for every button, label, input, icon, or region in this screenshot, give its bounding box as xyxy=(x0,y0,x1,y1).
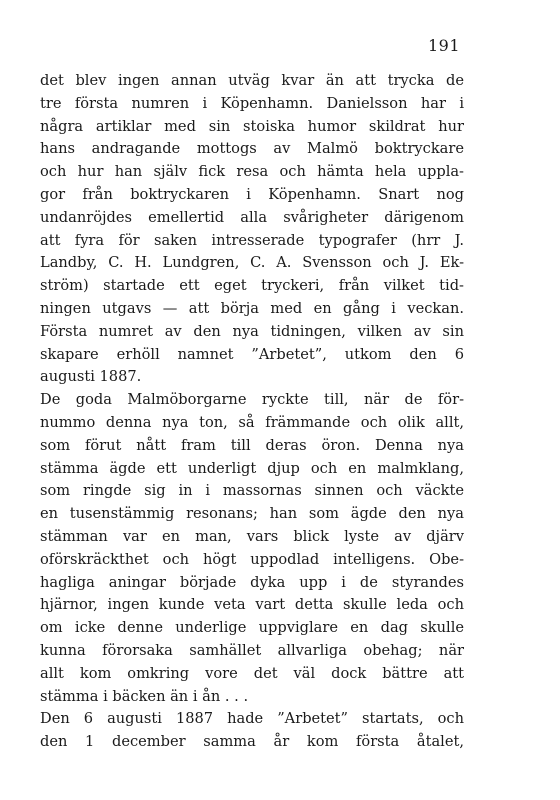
text-line: hans andragande mottogs av Malmö boktryckare xyxy=(40,140,464,158)
paragraph xyxy=(40,708,464,754)
text-line: gor från boktryckaren i Köpenhamn. Snart nog xyxy=(40,185,464,203)
text-line: stämma i bäcken än i ån . . . xyxy=(40,687,249,705)
text-line: stämman var en man, vars blick lyste av djärv xyxy=(40,527,464,545)
text-line: om icke denne underlige uppviglare en dag skulle xyxy=(40,619,464,637)
text-line: nummo denna nya ton, så främmande och olik allt, xyxy=(40,413,464,431)
text-line: tre första numren i Köpenhamn. Danielsson har i xyxy=(40,94,464,112)
text-line: augusti 1887. xyxy=(40,368,142,386)
text-line: De goda Malmöborgarne ryckte till, när de för- xyxy=(40,391,464,409)
text-line: att fyra för saken intresserade typografer (hrr J. xyxy=(40,231,464,249)
page-number: 191 xyxy=(427,36,460,55)
paragraph xyxy=(40,70,464,389)
paragraph xyxy=(40,389,464,708)
text-line: hjärnor, ingen kunde veta vart detta skulle leda och xyxy=(40,596,464,614)
text-line: skapare erhöll namnet ”Arbetet”, utkom den 6 xyxy=(40,345,464,363)
text-line: en tusenstämmig resonans; han som ägde den nya xyxy=(40,505,464,523)
text-line: det blev ingen annan utväg kvar än att trycka de xyxy=(40,72,464,89)
text-line: Landby, C. H. Lundgren, C. A. Svensson och J. Ek- xyxy=(40,254,464,272)
text-line: några artiklar med sin stoiska humor skildrat hur xyxy=(40,117,464,135)
text-line: oförskräckthet och högt uppodlad intelligens. Obe- xyxy=(40,550,464,568)
body-text xyxy=(40,70,464,754)
text-line: hagliga aningar började dyka upp i de styrandes xyxy=(40,573,464,591)
text-line: den 1 december samma år kom första åtalet, xyxy=(40,733,464,751)
text-line: som ringde sig in i massornas sinnen och väckte xyxy=(40,482,464,500)
text-line: kunna förorsaka samhället allvarliga obehag; när xyxy=(40,641,464,659)
text-line: Den 6 augusti 1887 hade ”Arbetet” startats, och xyxy=(40,710,464,728)
text-line: som förut nått fram till deras öron. Denna nya xyxy=(40,436,464,454)
text-line: stämma ägde ett underligt djup och en malmklang, xyxy=(40,459,464,477)
text-line: allt kom omkring vore det väl dock bättre att xyxy=(40,664,464,682)
text-line: och hur han själv fick resa och hämta hela uppla- xyxy=(40,163,464,181)
text-line: Första numret av den nya tidningen, vilken av sin xyxy=(40,322,464,340)
text-line: undanröjdes emellertid alla svårigheter därigenom xyxy=(40,208,464,226)
text-line: ström) startade ett eget tryckeri, från vilket tid- xyxy=(40,277,464,295)
text-line: ningen utgavs — att börja med en gång i veckan. xyxy=(40,299,464,317)
